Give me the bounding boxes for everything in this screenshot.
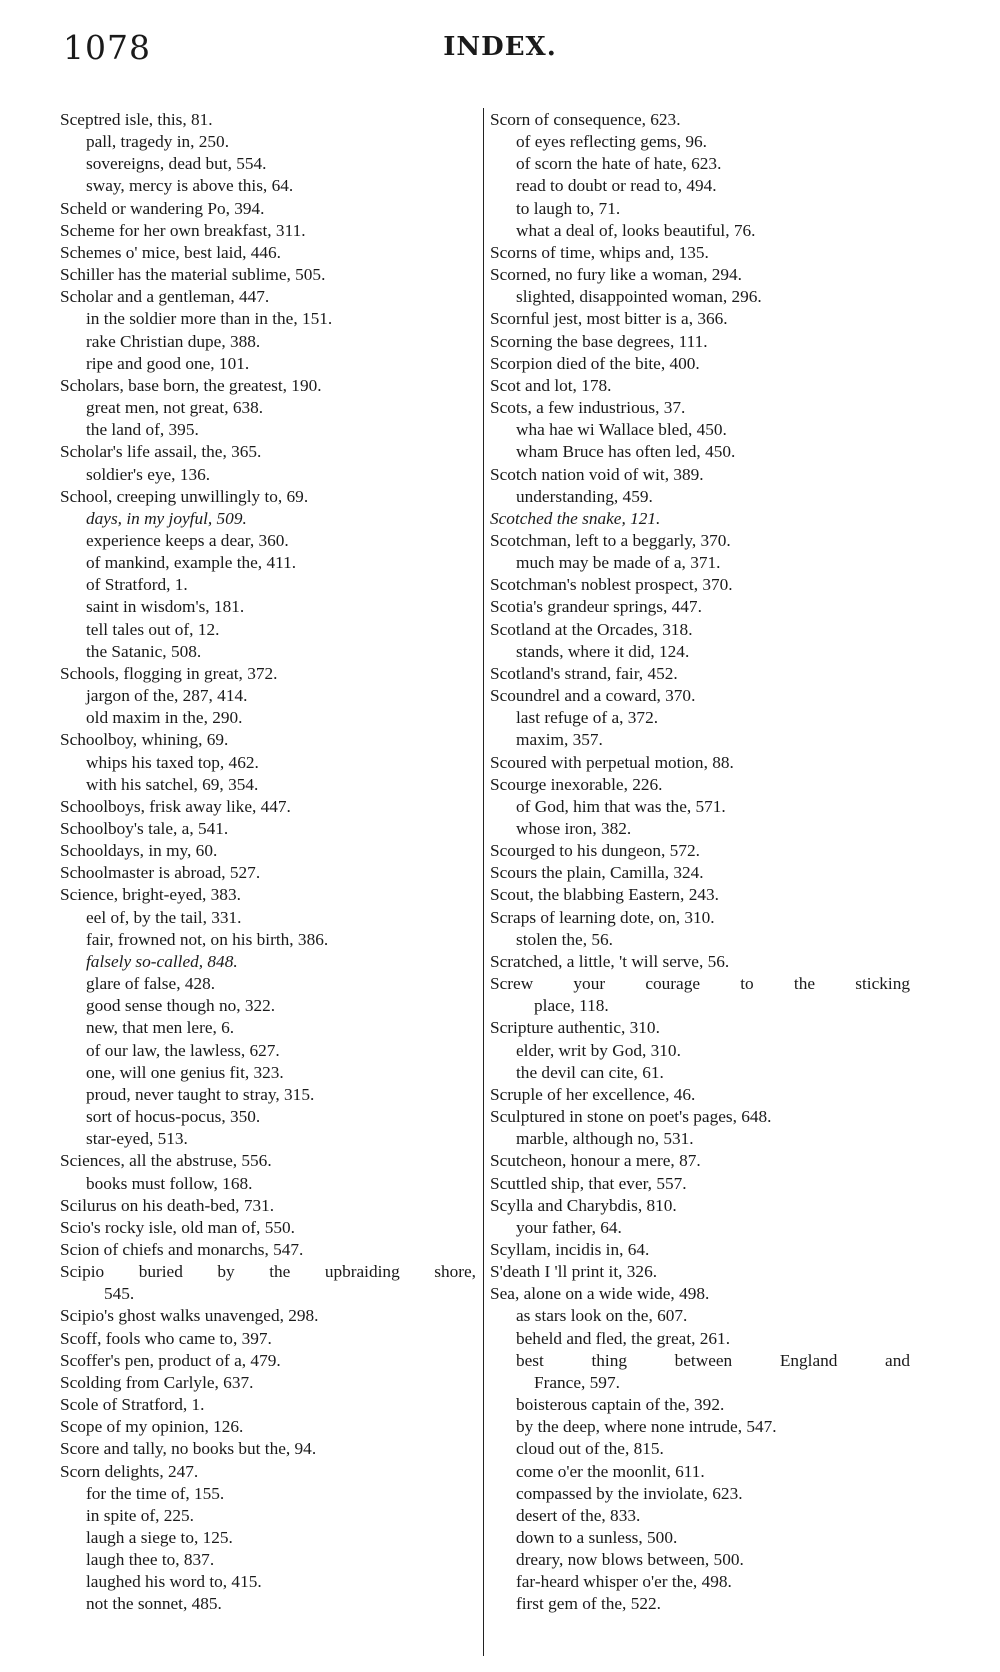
right-index-entry: Scotland at the Orcades, 318. (490, 619, 693, 639)
right-index-entry: Scotchman, left to a beggarly, 370. (490, 530, 731, 550)
right-index-entry: Scourged to his dungeon, 572. (490, 841, 700, 861)
right-index-entry: Scot and lot, 178. (490, 375, 612, 395)
right-index-entry: by the deep, where none intrude, 547. (516, 1417, 777, 1437)
right-index-entry: of God, him that was the, 571. (516, 796, 726, 816)
right-index-entry: S'death I 'll print it, 326. (490, 1262, 658, 1282)
right-index-entry: as stars look on the, 607. (516, 1306, 688, 1326)
left-index-entry: Scole of Stratford, 1. (60, 1395, 205, 1415)
left-index-entry: School, creeping unwillingly to, 69. (60, 486, 309, 506)
right-index-entry: understanding, 459. (516, 486, 653, 506)
left-index-entry: Scheme for her own breakfast, 311. (60, 220, 306, 240)
left-index-entry: books must follow, 168. (86, 1173, 253, 1193)
left-index-entry: Schools, flogging in great, 372. (60, 663, 278, 683)
left-index-entry: Scolding from Carlyle, 637. (60, 1372, 254, 1392)
right-index-entry: read to doubt or read to, 494. (516, 176, 717, 196)
left-index-entry: Schoolmaster is abroad, 527. (60, 863, 261, 883)
right-index-entry: down to a sunless, 500. (516, 1528, 678, 1547)
right-index-entry: much may be made of a, 371. (516, 553, 721, 573)
left-index-entry: new, that men lere, 6. (86, 1018, 235, 1038)
left-index-entry: of mankind, example the, 411. (86, 553, 297, 573)
right-index-entry: stands, where it did, 124. (516, 641, 690, 661)
right-index-entry: Scutcheon, honour a mere, 87. (490, 1151, 701, 1171)
right-index-entry: Scoured with perpetual motion, 88. (490, 752, 734, 772)
left-index-entry: tell tales out of, 12. (86, 619, 220, 639)
left-index-entry: Scoffer's pen, product of a, 479. (60, 1350, 281, 1370)
right-index-entry: Scotch nation void of wit, 389. (490, 464, 704, 484)
left-index-entry: in spite of, 225. (86, 1505, 194, 1525)
right-index-entry: elder, writ by God, 310. (516, 1040, 681, 1060)
right-index-entry: Scorned, no fury like a woman, 294. (490, 265, 742, 285)
right-index-entry: of scorn the hate of hate, 623. (516, 154, 722, 174)
right-index-entry: come o'er the moonlit, 611. (516, 1461, 705, 1481)
left-index-entry: falsely so-called, 848. (86, 951, 238, 971)
left-index-entry: fair, frowned not, on his birth, 386. (86, 929, 329, 949)
right-index-entry: dreary, now blows between, 500. (516, 1550, 744, 1570)
left-index-entry: not the sonnet, 485. (86, 1594, 222, 1614)
left-index-entry: the land of, 395. (86, 420, 199, 440)
left-index-entry: Schiller has the material sublime, 505. (60, 265, 326, 285)
left-index-entry: in the soldier more than in the, 151. (86, 309, 333, 329)
right-index-entry: cloud out of the, 815. (516, 1439, 664, 1459)
right-index-entry: Scratched, a little, 't will serve, 56. (490, 951, 730, 971)
right-index-entry: what a deal of, looks beautiful, 76. (516, 220, 756, 240)
right-index-entry: Scours the plain, Camilla, 324. (490, 863, 704, 883)
left-index-entry: Scope of my opinion, 126. (60, 1417, 244, 1437)
left-index-entry: Schoolboy's tale, a, 541. (60, 819, 229, 838)
page-number: 1078 (63, 28, 151, 67)
left-index-entry: eel of, by the tail, 331. (86, 907, 242, 927)
left-index-entry: of Stratford, 1. (86, 575, 188, 595)
right-index-entry: slighted, disappointed woman, 296. (516, 287, 762, 307)
left-index-entry: Schooldays, in my, 60. (60, 841, 218, 861)
left-index-entry: whips his taxed top, 462. (86, 752, 259, 772)
right-index-entry: the devil can cite, 61. (516, 1062, 664, 1082)
right-index-entry: Scraps of learning dote, on, 310. (490, 907, 715, 927)
left-index-entry: one, will one genius fit, 323. (86, 1062, 284, 1082)
right-index-entry: Scruple of her excellence, 46. (490, 1084, 696, 1104)
column-divider (483, 108, 484, 1656)
left-index-entry: 545. (104, 1284, 135, 1304)
left-index-entry: Scio's rocky isle, old man of, 550. (60, 1217, 295, 1237)
left-index-entry: laughed his word to, 415. (86, 1572, 262, 1592)
right-index-entry: Screw your courage to the sticking (490, 974, 910, 994)
right-index-entry: wham Bruce has often led, 450. (516, 442, 736, 462)
left-index-entry: Scipio buried by the upbraiding shore, (60, 1262, 476, 1282)
left-index-entry: laugh a siege to, 125. (86, 1528, 233, 1547)
left-index-entry: good sense though no, 322. (86, 996, 276, 1016)
left-index-entry: the Satanic, 508. (86, 641, 202, 661)
left-index-entry: Scheld or wandering Po, 394. (60, 198, 265, 218)
running-head-title: INDEX. (443, 32, 557, 62)
right-index-entry: Scotia's grandeur springs, 447. (490, 597, 702, 617)
right-index-entry: Scorning the base degrees, 111. (490, 331, 708, 351)
left-index-entry: star-eyed, 513. (86, 1129, 188, 1149)
right-index-entry: Scylla and Charybdis, 810. (490, 1195, 677, 1215)
left-index-entry: of our law, the lawless, 627. (86, 1040, 280, 1060)
right-index-entry: Scotchman's noblest prospect, 370. (490, 575, 733, 595)
left-index-entry: sovereigns, dead but, 554. (86, 154, 267, 174)
left-index-entry: Schoolboys, frisk away like, 447. (60, 796, 291, 816)
left-index-entry: Scholars, base born, the greatest, 190. (60, 375, 322, 395)
right-index-entry: Scout, the blabbing Eastern, 243. (490, 885, 719, 905)
right-index-entry: Scotched the snake, 121. (490, 508, 661, 528)
right-index-entry: marble, although no, 531. (516, 1129, 694, 1149)
left-index-entry: Science, bright-eyed, 383. (60, 885, 241, 905)
left-index-entry: Sciences, all the abstruse, 556. (60, 1151, 272, 1171)
left-index-entry: Scholar and a gentleman, 447. (60, 287, 270, 307)
left-index-entry: glare of false, 428. (86, 974, 216, 994)
left-index-entry: Score and tally, no books but the, 94. (60, 1439, 317, 1459)
left-index-entry: saint in wisdom's, 181. (86, 597, 245, 617)
page-header (0, 28, 1000, 72)
left-index-entry: soldier's eye, 136. (86, 464, 211, 484)
left-index-entry: Scion of chiefs and monarchs, 547. (60, 1239, 304, 1259)
right-index-entry: France, 597. (534, 1372, 620, 1392)
right-index-entry: maxim, 357. (516, 730, 603, 750)
right-index-entry: stolen the, 56. (516, 929, 613, 949)
right-index-entry: boisterous captain of the, 392. (516, 1395, 725, 1415)
left-index-entry: proud, never taught to stray, 315. (86, 1084, 315, 1104)
left-index-entry: days, in my joyful, 509. (86, 508, 247, 528)
right-index-entry: Sea, alone on a wide wide, 498. (490, 1284, 710, 1304)
right-index-entry: beheld and fled, the great, 261. (516, 1328, 731, 1348)
left-index-entry: Scorn delights, 247. (60, 1461, 199, 1481)
right-index-entry: far-heard whisper o'er the, 498. (516, 1572, 732, 1592)
right-index-entry: Scourge inexorable, 226. (490, 774, 663, 794)
left-index-entry: Schoolboy, whining, 69. (60, 730, 229, 750)
right-index-entry: desert of the, 833. (516, 1505, 641, 1525)
right-index-entry: Scots, a few industrious, 37. (490, 398, 686, 418)
left-index-entry: rake Christian dupe, 388. (86, 331, 261, 351)
right-index-entry: your father, 64. (516, 1217, 622, 1237)
left-index-entry: sort of hocus-pocus, 350. (86, 1107, 261, 1127)
right-index-entry: whose iron, 382. (516, 819, 632, 838)
left-index-entry: experience keeps a dear, 360. (86, 530, 289, 550)
right-index-entry: Scotland's strand, fair, 452. (490, 663, 678, 683)
left-index-entry: Scholar's life assail, the, 365. (60, 442, 262, 462)
left-index-entry: Schemes o' mice, best laid, 446. (60, 242, 282, 262)
right-index-entry: of eyes reflecting gems, 96. (516, 132, 707, 152)
right-index-entry: wha hae wi Wallace bled, 450. (516, 420, 727, 440)
left-index-entry: Scilurus on his death-bed, 731. (60, 1195, 275, 1215)
left-index-entry: Scipio's ghost walks unavenged, 298. (60, 1306, 319, 1326)
right-index-entry: best thing between England and (516, 1350, 910, 1370)
left-index-entry: pall, tragedy in, 250. (86, 132, 230, 152)
right-index-entry: Scripture authentic, 310. (490, 1018, 660, 1038)
left-index-entry: jargon of the, 287, 414. (86, 686, 248, 706)
right-index-entry: Scorpion died of the bite, 400. (490, 353, 700, 373)
left-index-entry: old maxim in the, 290. (86, 708, 243, 728)
right-index-entry: Scornful jest, most bitter is a, 366. (490, 309, 728, 329)
left-index-entry: sway, mercy is above this, 64. (86, 176, 294, 196)
right-index-entry: last refuge of a, 372. (516, 708, 659, 728)
right-index-entry: compassed by the inviolate, 623. (516, 1483, 743, 1503)
left-index-entry: ripe and good one, 101. (86, 353, 250, 373)
right-index-entry: Scuttled ship, that ever, 557. (490, 1173, 687, 1193)
right-index-entry: first gem of the, 522. (516, 1594, 661, 1614)
left-index-entry: Scoff, fools who came to, 397. (60, 1328, 272, 1348)
right-index-column (490, 109, 910, 1616)
left-index-column (60, 109, 476, 1616)
right-index-entry: Scyllam, incidis in, 64. (490, 1239, 650, 1259)
right-index-entry: Sculptured in stone on poet's pages, 648. (490, 1107, 772, 1127)
right-index-entry: to laugh to, 71. (516, 198, 621, 218)
left-index-entry: laugh thee to, 837. (86, 1550, 215, 1570)
right-index-entry: Scoundrel and a coward, 370. (490, 686, 696, 706)
left-index-entry: great men, not great, 638. (86, 398, 264, 418)
right-index-entry: Scorn of consequence, 623. (490, 110, 681, 129)
right-index-entry: Scorns of time, whips and, 135. (490, 242, 709, 262)
left-index-entry: for the time of, 155. (86, 1483, 225, 1503)
right-index-entry: place, 118. (534, 996, 609, 1016)
left-index-entry: Sceptred isle, this, 81. (60, 110, 213, 129)
left-index-entry: with his satchel, 69, 354. (86, 774, 259, 794)
